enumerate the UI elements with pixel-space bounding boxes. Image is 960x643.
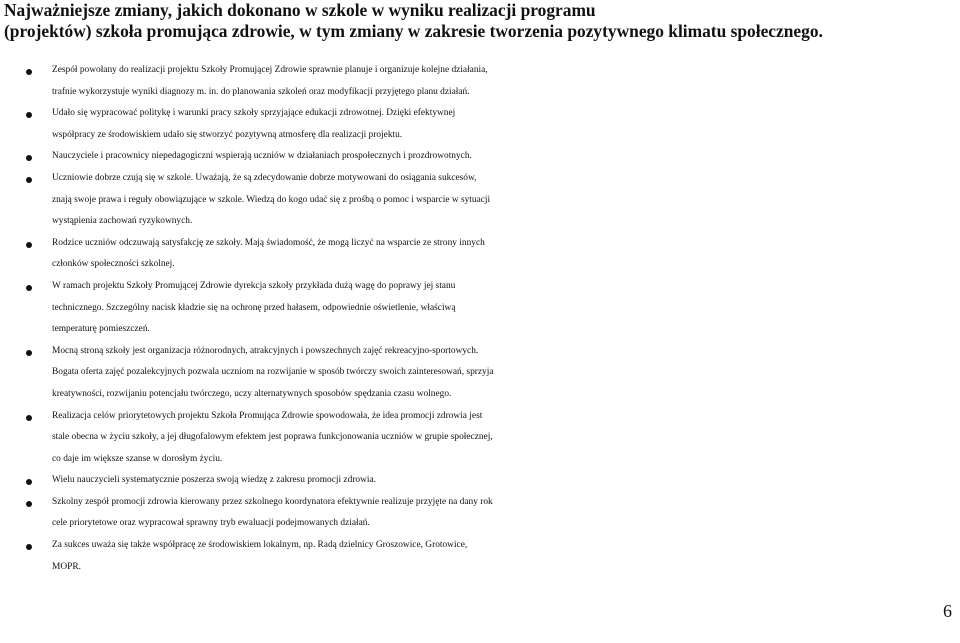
heading-line: Najważniejsze zmiany, jakich dokonano w szkole w wyniku realizacji programu xyxy=(4,0,596,20)
heading-line: (projektów) szkoła promująca zdrowie, w tym zmiany w zakresie tworzenia pozytywnego klimatu społecznego. xyxy=(4,21,823,41)
list-item-line: Udało się wypracować politykę i warunki pracy szkoły sprzyjające edukacji zdrowotnej. Dzięki efektywnej xyxy=(52,108,456,119)
list-item xyxy=(0,535,960,578)
list-item xyxy=(0,276,960,341)
list-item-line: trafnie wykorzystuje wyniki diagnozy m. in. do planowania szkoleń oraz modyfikacji przyjętego planu działań. xyxy=(52,86,470,97)
document-heading xyxy=(4,0,954,42)
list-item-line: członków społeczności szkolnej. xyxy=(52,259,175,270)
list-item xyxy=(0,233,960,276)
list-item xyxy=(0,470,960,492)
list-item xyxy=(0,103,960,146)
page-number: 6 xyxy=(943,601,952,621)
list-item-line: co daje im większe szanse w dorosłym życiu. xyxy=(52,453,223,464)
list-item-line: Uczniowie dobrze czują się w szkole. Uważają, że są zdecydowanie dobrze motywowani do osiągania sukcesów, xyxy=(52,172,477,183)
list-item-line: technicznego. Szczególny nacisk kładzie się na ochronę przed hałasem, odpowiednie oświetlenie, właściwą xyxy=(52,302,456,313)
list-item-line: W ramach projektu Szkoły Promującej Zdrowie dyrekcja szkoły przykłada dużą wagę do poprawy jej stanu xyxy=(52,280,456,291)
list-item-line: MOPR. xyxy=(52,561,81,572)
bullet-icon xyxy=(26,242,32,248)
bullet-icon xyxy=(26,544,32,550)
list-item-line: kreatywności, rozwijaniu potencjału twórczego, uczy alternatywnych sposobów spędzania czasu wolnego. xyxy=(52,388,452,399)
bullet-list xyxy=(0,60,960,578)
list-item xyxy=(0,60,960,103)
bullet-icon xyxy=(26,69,32,75)
bullet-icon xyxy=(26,501,32,507)
list-item xyxy=(0,168,960,233)
bullet-icon xyxy=(26,177,32,183)
list-item-line: Bogata oferta zajęć pozalekcyjnych pozwala uczniom na rozwijanie w sposób twórczy swoich zainteresowań, sprzyja xyxy=(52,367,494,378)
list-item-line: Rodzice uczniów odczuwają satysfakcję ze szkoły. Mają świadomość, że mogą liczyć na wsparcie ze strony innych xyxy=(52,237,485,248)
bullet-icon xyxy=(26,350,32,356)
bullet-icon xyxy=(26,415,32,421)
bullet-icon xyxy=(26,285,32,291)
bullet-icon xyxy=(26,155,32,161)
list-item xyxy=(0,146,960,168)
list-item xyxy=(0,341,960,406)
list-item xyxy=(0,492,960,535)
bullet-icon xyxy=(26,479,32,485)
list-item-line: znają swoje prawa i reguły obowiązujące w szkole. Wiedzą do kogo udać się z prośbą o pomoc i wsparcie w sytuacji xyxy=(52,194,491,205)
list-item xyxy=(0,406,960,471)
list-item-line: Zespół powołany do realizacji projektu Szkoły Promującej Zdrowie sprawnie planuje i organizuje kolejne działania, xyxy=(52,65,488,75)
list-item-line: Za sukces uważa się także współpracę ze środowiskiem lokalnym, np. Radą dzielnicy Groszowice, Grotowice, xyxy=(52,540,468,551)
list-item-line: cele priorytetowe oraz wypracował sprawny tryb ewaluacji podejmowanych działań. xyxy=(52,518,370,529)
list-item-line: wystąpienia zachowań ryzykownych. xyxy=(52,216,193,227)
list-item-line: Mocną stroną szkoły jest organizacja różnorodnych, atrakcyjnych i powszechnych zajęć rekreacyjno-sportowych. xyxy=(52,345,479,356)
list-item-line: Wielu nauczycieli systematycznie poszerza swoją wiedzę z zakresu promocji zdrowia. xyxy=(52,475,376,486)
bullet-icon xyxy=(26,112,32,118)
list-item-line: stale obecna w życiu szkoły, a jej długofalowym efektem jest poprawa funkcjonowania uczniów w grupie społecznej, xyxy=(52,432,493,443)
list-item-line: Szkolny zespół promocji zdrowia kierowany przez szkolnego koordynatora efektywnie realizuje przyjęte na dany rok xyxy=(52,496,493,507)
list-item-line: Nauczyciele i pracownicy niepedagogiczni wspierają uczniów w działaniach prospołecznych i prozdrowotnych. xyxy=(52,151,472,162)
list-item-line: temperaturę pomieszczeń. xyxy=(52,324,150,335)
list-item-line: Realizacja celów priorytetowych projektu Szkoła Promująca Zdrowie spowodowała, że idea promocji zdrowia jest xyxy=(52,410,483,421)
list-item-line: współpracy ze środowiskiem udało się stworzyć pozytywną atmosferę dla realizacji projektu. xyxy=(52,129,403,140)
